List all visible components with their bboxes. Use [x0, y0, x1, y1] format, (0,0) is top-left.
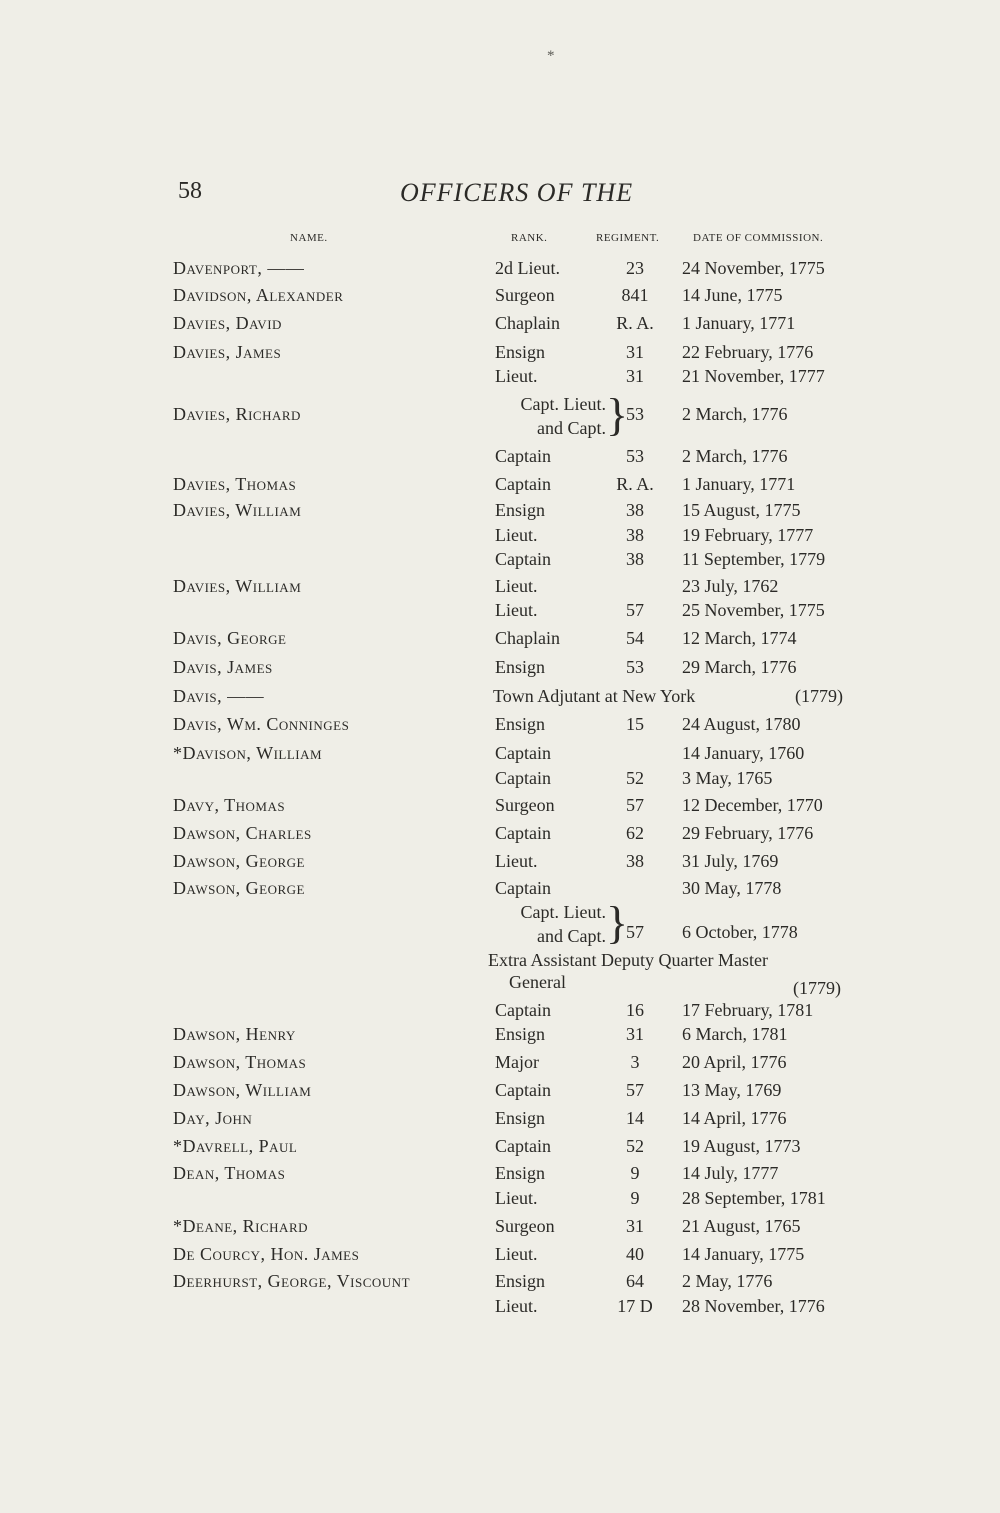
officer-regiment: 38 [626, 549, 644, 569]
page-mark: * [547, 48, 555, 64]
table-row [0, 1188, 1000, 1216]
column-header-date: DATE OF COMMISSION. [693, 232, 824, 244]
officer-name: *Davison, William [173, 743, 323, 763]
officer-regiment: 841 [621, 285, 649, 305]
commission-date: 3 May, 1765 [682, 768, 773, 788]
commission-date: 17 February, 1781 [682, 1000, 814, 1020]
officer-rank: Chaplain [495, 313, 560, 333]
commission-date: 6 March, 1781 [682, 1024, 788, 1044]
officer-regiment: 3 [630, 1052, 640, 1072]
officer-name: Davis, —— [173, 686, 265, 706]
officer-rank: Ensign [495, 714, 546, 734]
officer-rank: Ensign [495, 1163, 546, 1183]
commission-date: 22 February, 1776 [682, 342, 814, 362]
extra-assistant-year: (1779) [793, 978, 841, 998]
officer-rank: Major [495, 1052, 539, 1072]
officer-rank: Lieut. [495, 1296, 538, 1316]
commission-date: 28 November, 1776 [682, 1296, 825, 1316]
town-adjutant-row [0, 686, 1000, 714]
officer-regiment: 38 [626, 525, 644, 545]
table-row [0, 1271, 1000, 1299]
page-number: 58 [178, 178, 202, 204]
officer-name: Dawson, Thomas [173, 1052, 307, 1072]
officer-rank: Lieut. [495, 1188, 538, 1208]
officer-rank: Lieut. [495, 576, 538, 596]
officer-rank: Chaplain [495, 628, 560, 648]
braced-rank-line: and Capt. [537, 418, 606, 438]
officer-name: Davis, George [173, 628, 287, 648]
commission-date: 20 April, 1776 [682, 1052, 787, 1072]
commission-date: 19 February, 1777 [682, 525, 814, 545]
table-row [0, 285, 1000, 313]
commission-date: 14 January, 1760 [682, 743, 805, 763]
officer-name: Davis, James [173, 657, 273, 677]
officer-rank: Ensign [495, 657, 546, 677]
officer-name: Davis, Wm. Conninges [173, 714, 350, 734]
commission-date: 12 March, 1774 [682, 628, 797, 648]
page-title: OFFICERS OF THE [400, 178, 634, 207]
officer-rank: Surgeon [495, 1216, 555, 1236]
commission-date: 24 November, 1775 [682, 258, 825, 278]
commission-date: 11 September, 1779 [682, 549, 826, 569]
officer-rank: Lieut. [495, 525, 538, 545]
commission-date: 2 March, 1776 [682, 446, 788, 466]
officer-regiment: 52 [626, 1136, 644, 1156]
commission-date: 14 January, 1775 [682, 1244, 805, 1264]
officer-rank: Ensign [495, 1024, 546, 1044]
officer-regiment: 38 [626, 851, 644, 871]
commission-date: 19 August, 1773 [682, 1136, 801, 1156]
officer-rank: Captain [495, 743, 551, 763]
officer-rank: Lieut. [495, 600, 538, 620]
officer-regiment: 9 [630, 1163, 640, 1183]
officer-name: Dawson, George [173, 878, 305, 898]
officer-rank: Ensign [495, 1271, 546, 1291]
commission-date: 29 March, 1776 [682, 657, 797, 677]
officer-rank: Lieut. [495, 1244, 538, 1264]
officer-rank: Captain [495, 768, 551, 788]
braced-rank-line: and Capt. [537, 926, 606, 946]
table-row [0, 628, 1000, 656]
officer-regiment: 38 [626, 500, 644, 520]
officer-regiment: 14 [626, 1108, 644, 1128]
town-adjutant-year: (1779) [795, 686, 843, 706]
table-row [0, 474, 1000, 502]
officer-rank: Captain [495, 474, 551, 494]
table-row [0, 1052, 1000, 1080]
officer-regiment: 57 [626, 795, 644, 815]
officer-rank: Captain [495, 823, 551, 843]
officer-rank: Ensign [495, 342, 546, 362]
column-header-rank: RANK. [511, 232, 548, 244]
column-header-name: NAME. [290, 232, 328, 244]
column-header-regiment: REGIMENT. [596, 232, 660, 244]
officer-name: Dawson, George [173, 851, 305, 871]
officer-regiment: 40 [626, 1244, 644, 1264]
commission-date: 14 April, 1776 [682, 1108, 787, 1128]
officer-name: Davy, Thomas [173, 795, 286, 815]
officer-name: Davies, David [173, 313, 282, 333]
commission-date: 24 August, 1780 [682, 714, 801, 734]
officer-rank: Lieut. [495, 851, 538, 871]
brace-icon: } [606, 897, 629, 948]
officer-name: Davies, William [173, 500, 302, 520]
officer-regiment: 31 [626, 1216, 644, 1236]
braced-rank-davies-richard [496, 392, 606, 440]
officer-rank: Lieut. [495, 366, 538, 386]
officer-name: Davies, James [173, 342, 282, 362]
brace-icon: } [606, 389, 629, 440]
extra-assistant-line2: General [509, 972, 566, 992]
table-row [0, 1163, 1000, 1191]
table-row [0, 1244, 1000, 1272]
commission-date: 6 October, 1778 [682, 922, 798, 942]
table-row [0, 1024, 1000, 1052]
commission-date: 2 March, 1776 [682, 404, 788, 424]
table-row [0, 1296, 1000, 1324]
officer-rank: Captain [495, 549, 551, 569]
officer-rank: 2d Lieut. [495, 258, 560, 278]
officer-name: *Davrell, Paul [173, 1136, 298, 1156]
officer-name: Davenport, —— [173, 258, 305, 278]
commission-date: 14 July, 1777 [682, 1163, 779, 1183]
officer-regiment: 57 [626, 1080, 644, 1100]
officer-rank: Captain [495, 878, 551, 898]
officer-name: Davies, Thomas [173, 474, 297, 494]
officer-regiment: 53 [626, 657, 644, 677]
table-row [0, 743, 1000, 771]
officer-regiment: 31 [626, 366, 644, 386]
commission-date: 15 August, 1775 [682, 500, 801, 520]
town-adjutant-text: Town Adjutant at New York [493, 686, 696, 706]
table-row [0, 500, 1000, 528]
table-row [0, 1108, 1000, 1136]
table-row [0, 1136, 1000, 1164]
commission-date: 28 September, 1781 [682, 1188, 826, 1208]
officer-rank: Surgeon [495, 285, 555, 305]
officer-rank: Captain [495, 446, 551, 466]
officer-regiment: R. A. [616, 474, 654, 494]
commission-date: 29 February, 1776 [682, 823, 814, 843]
table-row [0, 446, 1000, 474]
officer-name: Dawson, William [173, 1080, 312, 1100]
officer-rank: Ensign [495, 1108, 546, 1128]
table-row [0, 1080, 1000, 1108]
officer-regiment: 53 [626, 446, 644, 466]
table-row [0, 366, 1000, 394]
officer-regiment: 57 [626, 922, 644, 942]
table-row [0, 851, 1000, 879]
officer-regiment: 53 [626, 404, 644, 424]
commission-date: 13 May, 1769 [682, 1080, 782, 1100]
officer-name: Dawson, Charles [173, 823, 312, 843]
officer-name: De Courcy, Hon. James [173, 1244, 360, 1264]
extra-assistant-row2 [0, 972, 1000, 1000]
braced-rank-line: Capt. Lieut. [520, 902, 606, 922]
officer-regiment: 15 [626, 714, 644, 734]
officer-name: Dawson, Henry [173, 1024, 296, 1044]
commission-date: 14 June, 1775 [682, 285, 783, 305]
braced-rank-line: Capt. Lieut. [520, 394, 606, 414]
commission-date: 1 January, 1771 [682, 474, 796, 494]
officer-regiment: 64 [626, 1271, 644, 1291]
officer-rank: Captain [495, 1080, 551, 1100]
table-row [0, 313, 1000, 341]
commission-date: 30 May, 1778 [682, 878, 782, 898]
officer-rank: Captain [495, 1136, 551, 1156]
table-row [0, 823, 1000, 851]
table-row [0, 657, 1000, 685]
commission-date: 25 November, 1775 [682, 600, 825, 620]
officer-name: Davies, Richard [173, 404, 301, 424]
officer-name: Davies, William [173, 576, 302, 596]
officer-rank: Surgeon [495, 795, 555, 815]
officer-regiment: 57 [626, 600, 644, 620]
officer-name: *Deane, Richard [173, 1216, 308, 1236]
extra-assistant-line1: Extra Assistant Deputy Quarter Master [488, 950, 768, 970]
officer-regiment: 17 D [617, 1296, 653, 1316]
commission-date: 12 December, 1770 [682, 795, 823, 815]
officer-rank: Captain [495, 1000, 551, 1020]
officer-name: Dean, Thomas [173, 1163, 286, 1183]
commission-date: 23 July, 1762 [682, 576, 779, 596]
officer-rank: Ensign [495, 500, 546, 520]
officer-regiment: R. A. [616, 313, 654, 333]
commission-date: 31 July, 1769 [682, 851, 779, 871]
braced-rank-dawson-george [496, 900, 606, 948]
officer-name: Deerhurst, George, Viscount [173, 1271, 411, 1291]
table-row [0, 600, 1000, 628]
officer-regiment: 62 [626, 823, 644, 843]
commission-date: 2 May, 1776 [682, 1271, 773, 1291]
table-row [0, 1216, 1000, 1244]
officer-name: Day, John [173, 1108, 253, 1128]
officer-regiment: 31 [626, 1024, 644, 1044]
commission-date: 21 August, 1765 [682, 1216, 801, 1236]
officer-name: Davidson, Alexander [173, 285, 344, 305]
table-row [0, 768, 1000, 796]
table-row [0, 795, 1000, 823]
officer-regiment: 23 [626, 258, 644, 278]
officer-regiment: 9 [630, 1188, 640, 1208]
table-row [0, 258, 1000, 286]
officer-regiment: 16 [626, 1000, 644, 1020]
commission-date: 21 November, 1777 [682, 366, 825, 386]
officer-regiment: 54 [626, 628, 644, 648]
table-row [0, 549, 1000, 577]
officer-regiment: 31 [626, 342, 644, 362]
officer-regiment: 52 [626, 768, 644, 788]
commission-date: 1 January, 1771 [682, 313, 796, 333]
table-row [0, 714, 1000, 742]
